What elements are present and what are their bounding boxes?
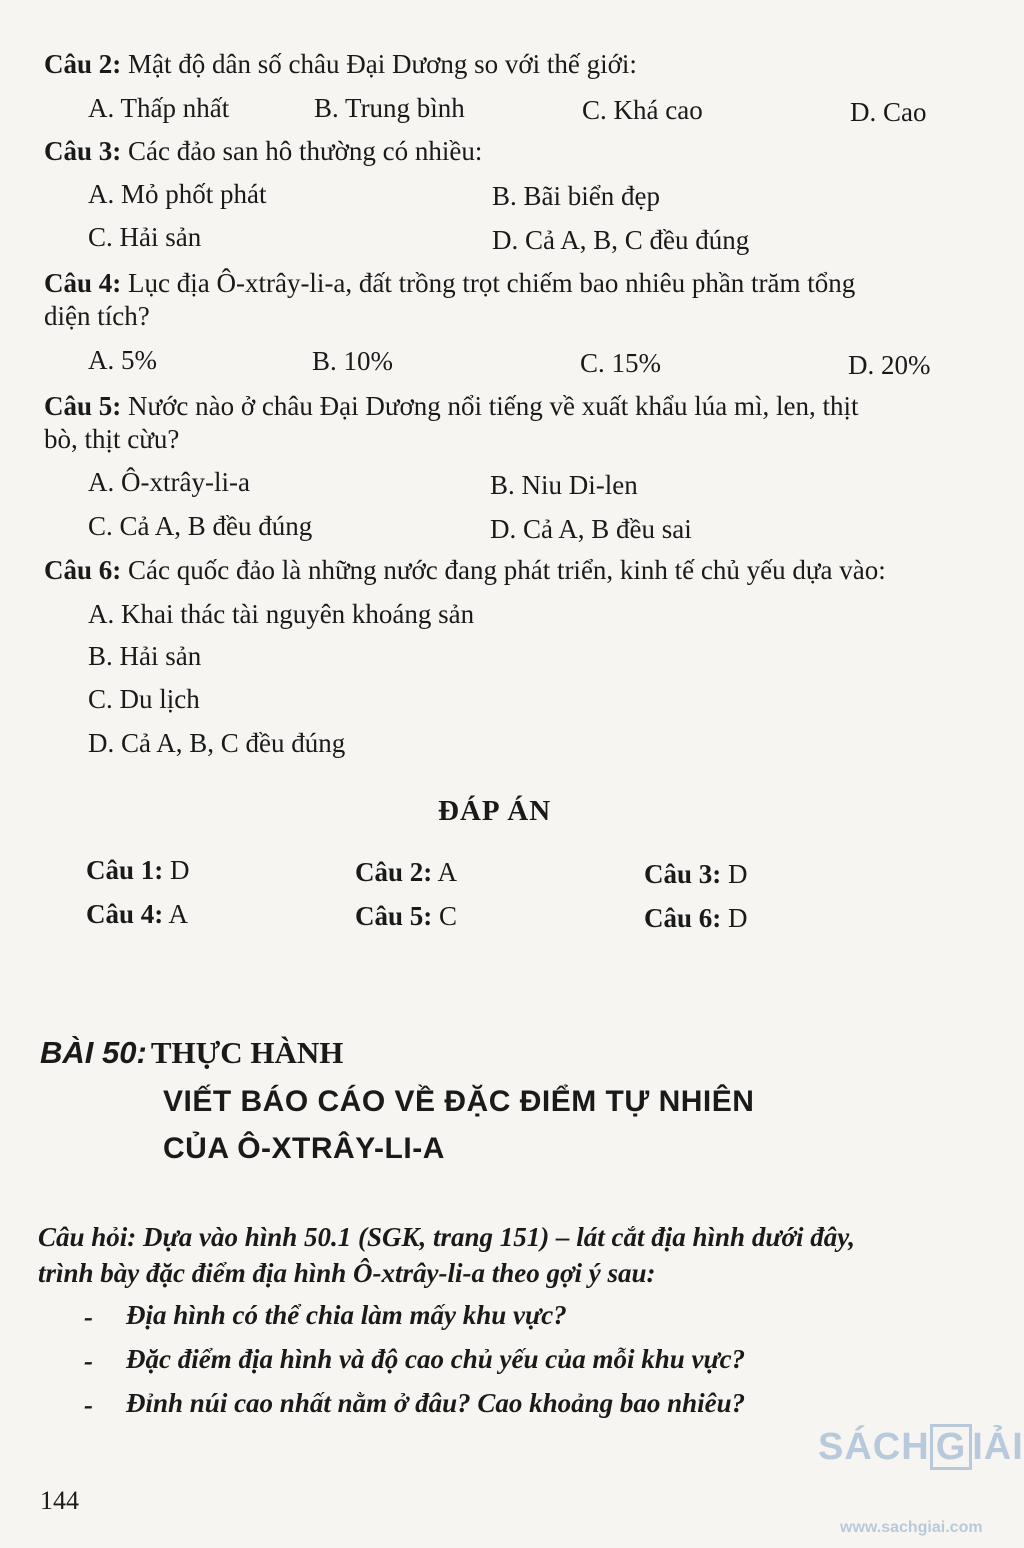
lesson-heading — [40, 1035, 343, 1071]
lesson-question-line-2: trình bày đặc điểm địa hình Ô-xtrây-li-a theo gợi ý sau: — [38, 1258, 656, 1288]
bullet-item: Đặc điểm địa hình và độ cao chủ yếu của mỗi khu vực? — [126, 1344, 746, 1374]
watermark-url: www.sachgiai.com — [840, 1519, 983, 1536]
option-a: A. Mỏ phốt phát — [88, 179, 267, 209]
lesson-subtitle-2: CỦA Ô-XTRÂY-LI-A — [163, 1132, 445, 1165]
answer-value: D — [163, 855, 190, 885]
watermark-logo — [818, 1424, 1024, 1470]
logo-text-right: IẢI — [972, 1426, 1024, 1468]
bullet-marker: - — [84, 1346, 93, 1376]
option-b: B. Bãi biển đẹp — [492, 181, 660, 211]
answer-label: Câu 5: — [355, 901, 433, 931]
logo-text-left: SÁCH — [818, 1426, 930, 1468]
answer-label: Câu 6: — [644, 903, 722, 933]
bullet-item: Địa hình có thể chia làm mấy khu vực? — [126, 1300, 567, 1330]
option-c: C. Khá cao — [582, 95, 703, 125]
option-d: D. Cả A, B, C đều đúng — [492, 225, 750, 255]
answer-value: C — [432, 901, 458, 931]
answer-item — [644, 903, 748, 934]
question-5-line-2: bò, thịt cừu? — [44, 424, 180, 454]
answer-label: Câu 1: — [86, 855, 164, 885]
answer-label: Câu 2: — [355, 857, 433, 887]
answer-value: D — [721, 859, 748, 889]
option-a: A. Ô-xtrây-li-a — [88, 467, 250, 497]
option-d: D. Cả A, B đều sai — [490, 514, 692, 544]
answer-label: Câu 4: — [86, 899, 164, 929]
question-label: Câu 5: — [44, 391, 122, 421]
question-4 — [44, 267, 855, 299]
lesson-question-line-1: Câu hỏi: Dựa vào hình 50.1 (SGK, trang 151) – lát cắt địa hình dưới đây, — [38, 1222, 855, 1252]
answer-value: A — [163, 899, 189, 929]
logo-box: G — [930, 1424, 973, 1470]
question-text: Mật độ dân số châu Đại Dương so với thế giới: — [121, 49, 637, 79]
bullet-item: Đỉnh núi cao nhất nằm ở đâu? Cao khoảng bao nhiêu? — [126, 1388, 746, 1418]
option-c: C. Cả A, B đều đúng — [88, 511, 313, 541]
question-6 — [44, 554, 886, 586]
lesson-title: THỰC HÀNH — [150, 1035, 344, 1070]
answer-value: D — [721, 903, 748, 933]
option-c: C. 15% — [580, 348, 661, 378]
question-text: Lục địa Ô-xtrây-li-a, đất trồng trọt chiếm bao nhiêu phần trăm tổng — [121, 268, 856, 298]
question-label: Câu 6: — [44, 555, 122, 585]
bullet-marker: - — [84, 1390, 93, 1420]
answers-title: ĐÁP ÁN — [438, 795, 552, 827]
answer-item — [86, 855, 190, 886]
answer-label: Câu 3: — [644, 859, 722, 889]
answer-item — [644, 859, 748, 890]
page-number: 144 — [40, 1486, 79, 1515]
option-b: B. 10% — [312, 346, 393, 376]
bullet-marker: - — [84, 1302, 93, 1332]
option-d: D. Cả A, B, C đều đúng — [88, 728, 346, 758]
lesson-label: BÀI 50: — [40, 1035, 147, 1070]
question-2 — [44, 48, 637, 80]
question-label: Câu 2: — [44, 49, 122, 79]
answer-item — [355, 857, 457, 888]
question-text: Các quốc đảo là những nước đang phát triển, kinh tế chủ yếu dựa vào: — [121, 555, 886, 585]
option-a: A. Thấp nhất — [88, 93, 230, 123]
option-c: C. Hải sản — [88, 222, 202, 252]
option-b: B. Niu Di-len — [490, 470, 638, 500]
question-text: Các đảo san hô thường có nhiều: — [121, 136, 483, 166]
question-3 — [44, 135, 482, 167]
answer-item — [355, 901, 457, 932]
option-a: A. Khai thác tài nguyên khoáng sản — [88, 599, 475, 629]
question-5 — [44, 390, 858, 422]
lesson-subtitle-1: VIẾT BÁO CÁO VỀ ĐẶC ĐIỂM TỰ NHIÊN — [163, 1085, 755, 1118]
question-label: Câu 3: — [44, 136, 122, 166]
option-b: B. Trung bình — [314, 93, 465, 123]
question-4-line-2: diện tích? — [44, 301, 150, 331]
answer-item — [86, 899, 188, 930]
option-c: C. Du lịch — [88, 684, 200, 714]
option-d: D. 20% — [848, 350, 931, 380]
option-b: B. Hải sản — [88, 641, 202, 671]
option-d: D. Cao — [850, 97, 927, 127]
option-a: A. 5% — [88, 345, 157, 375]
question-text: Nước nào ở châu Đại Dương nổi tiếng về xuất khẩu lúa mì, len, thịt — [121, 391, 859, 421]
answer-value: A — [432, 857, 458, 887]
question-label: Câu 4: — [44, 268, 122, 298]
